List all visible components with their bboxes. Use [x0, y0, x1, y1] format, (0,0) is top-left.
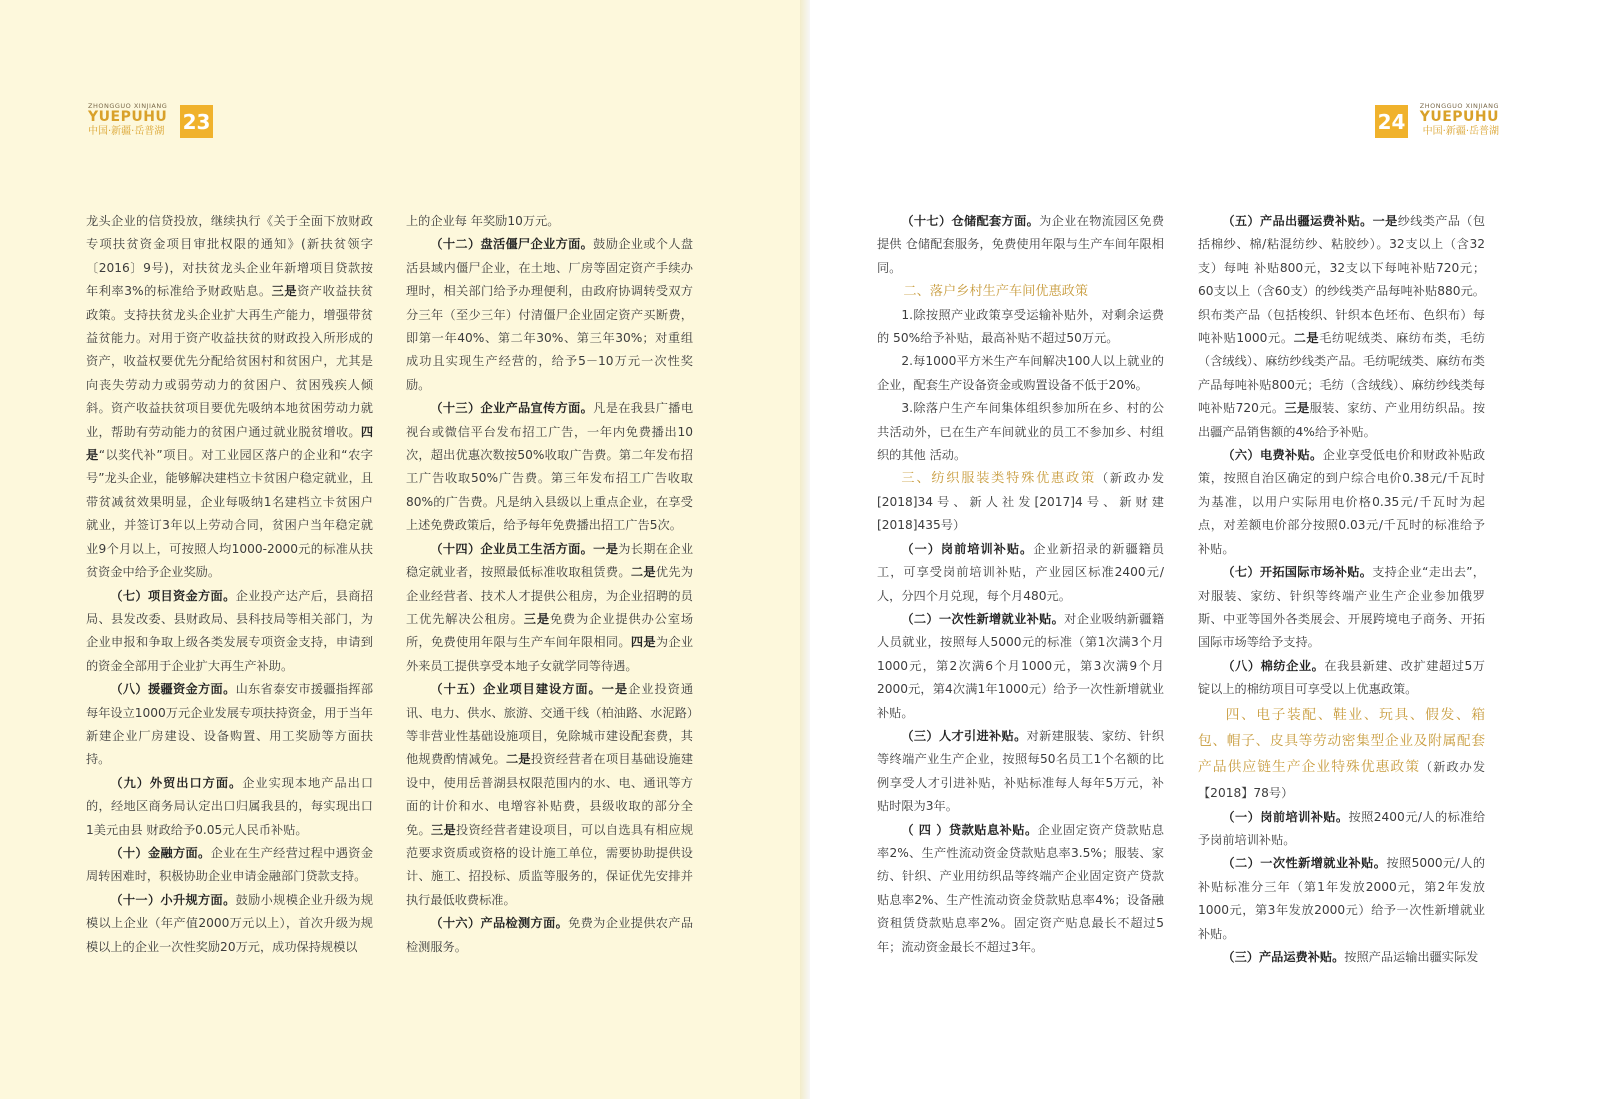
text-column-4 — [1198, 210, 1485, 969]
paragraph: （七）项目资金方面。企业投产达产后，县商招局、县发改委、县财政局、县科技局等相关部门，为企业申报和争取上级各类发展专项资金支持，申请到的资金全部用于企业扩大再生产补助。 — [86, 588, 374, 673]
section-heading: 四、电子装配、鞋业、玩具、假发、箱包、帽子、皮具等劳动密集型企业及附属配套产品供应链生产企业特殊优惠政策（新政办发【2018】78号） — [1198, 706, 1486, 800]
paragraph: （十四）企业员工生活方面。一是为长期在企业稳定就业者，按照最低标准收取租赁费。二是优先为企业经营者、技术人才提供公租房，为企业招聘的员工优先解决公租房。三是免费为企业提供办公室场所，免费使用年限与生产车间年限相同。四是为企业外来员工提供享受本地子女就学同等待遇。 — [406, 541, 694, 673]
paragraph: （十三）企业产品宣传方面。凡是在我县广播电视台或微信平台发布招工广告，一年内免费播出10次，超出优惠次数按50%收取广告费。第二年发布招工广告收取50%广告费。第三年发布招工广告收取80%的广告费。凡是纳入县级以上重点企业，在享受上述免费政策后，给予每年免费播出招工广告5次。 — [406, 401, 694, 533]
paragraph: （十六）产品检测方面。免费为企业提供农产品检测服务。 — [406, 916, 694, 954]
section-heading: 三、纺织服装类特殊优惠政策（新政办发[2018]34号、新人社发[2017]4号、新财建[2018]435号） — [877, 471, 1165, 533]
section-heading: 二、落户乡村生产车间优惠政策 — [903, 284, 1089, 300]
spread-gutter — [800, 0, 810, 1099]
paragraph: （一）岗前培训补贴。按照2400元/人的标准给予岗前培训补贴。 — [1198, 809, 1486, 847]
paragraph: （十）金融方面。企业在生产经营过程中遇资金周转困难时，积极协助企业申请金融部门贷款支持。 — [86, 845, 374, 884]
paragraph: （十一）小升规方面。鼓励小规模企业升级为规模以上企业（年产值2000万元以上），首次升级为规模以上的企业一次性奖励20万元，成功保持规模以 — [86, 892, 374, 954]
page-number: 23 — [180, 105, 213, 138]
paragraph: （六）电费补贴。企业享受低电价和财政补贴政策，按照自治区确定的到户综合电价0.38元/千瓦时为基准，以用户实际用电价格0.35元/千瓦时为起点，对差额电价部分按照0.03元/千瓦时的标准给予补贴。 — [1198, 448, 1486, 556]
paragraph: （八）棉纺企业。在我县新建、改扩建超过5万锭以上的棉纺项目可享受以上优惠政策。 — [1198, 658, 1485, 697]
paragraph: （三）人才引进补贴。对新建服装、家纺、针织等终端产业生产企业，按照每50名员工1个名额的比例享受人才引进补贴，补贴标准每人每年5万元，补贴时限为3年。 — [877, 728, 1165, 814]
brand-logo-word: YUEPUHU — [88, 109, 168, 125]
brand-logo — [1419, 102, 1499, 138]
text-column-3 — [877, 210, 1164, 959]
brand-header-left — [88, 100, 268, 150]
paragraph: （十五）企业项目建设方面。一是企业投资通讯、电力、供水、旅游、交通干线（柏油路、水泥路）等非营业性基础设施项目，免除城市建设配套费，其他规费酌情减免。二是投资经营者在项目基础设施建设中，使用岳普湖县权限范围内的水、电、通讯等方面的计价和水、电增容补贴费，县级收取的部分全免。三是投资经营者建设项目，可以自选具有相应规范要求资质或资格的设计施工单位，需要协助提供设计、施工、招投标、质监等服务的，保证优先安排并执行最低收费标准。 — [406, 682, 694, 907]
paragraph: （九）外贸出口方面。企业实现本地产品出口的，经地区商务局认定出口归属我县的，每实现出口1美元由县 财政给予0.05元人民币补贴。 — [86, 775, 374, 837]
brand-header-right — [1375, 100, 1555, 150]
paragraph: （二）一次性新增就业补贴。按照5000元/人的补贴标准分三年（第1年发放2000元，第2年发放1000元，第3年发放2000元）给予一次性新增就业补贴。 — [1198, 856, 1486, 941]
paragraph: （ 四 ）贷款贴息补贴。企业固定资产贷款贴息率2%、生产性流动资金贷款贴息率3.5%；服装、家纺、针织、产业用纺织品等终端产企业固定资产贷款贴息率2%、生产性流动资金贷款贴息率4%；设备融资租赁贷款贴息率2%。固定资产贴息最长不超过5年；流动资金最长不超过3年。 — [877, 822, 1164, 954]
paragraph: 龙头企业的信贷投放，继续执行《关于全面下放财政专项扶贫资金项目审批权限的通知》(新扶贫领字〔2016〕9号)，对扶贫龙头企业年新增项目贷款按年利率3%的标准给予财政贴息。三是资产收益扶贫政策。支持扶贫龙头企业扩大再生产能力，增强带贫益贫能力。对用于资产收益扶贫的财政投入所形成的资产，收益权要优先分配给贫困村和贫困户，尤其是向丧失劳动力或弱劳动力的贫困户、贫困残疾人倾斜。资产收益扶贫项目要优先吸纳本地贫困劳动力就业，帮助有劳动能力的贫困户通过就业脱贫增收。四是“以奖代补”项目。对工业园区落户的企业和“农字号”龙头企业，能够解决建档立卡贫困户稳定就业，且带贫减贫效果明显，企业每吸纳1名建档立卡贫困户就业，并签订3年以上劳动合同，贫困户当年稳定就业9个月以上，可按照人均1000-2000元的标准从扶贫资金中给予企业奖励。 — [86, 214, 374, 580]
brand-logo — [88, 102, 167, 138]
text-column-1 — [86, 210, 373, 959]
brand-cn: 中国·新疆·岳普湖 — [88, 126, 165, 137]
paragraph: 3.除落户生产车间集体组织参加所在乡、村的公共活动外，已在生产车间就业的员工不参加乡、村组织的其他 活动。 — [877, 401, 1164, 463]
brand-pinyin: ZHONGGUO XINJIANG — [1419, 102, 1499, 110]
paragraph: 上的企业每 年奖励10万元。 — [406, 214, 560, 228]
page-number: 24 — [1375, 105, 1408, 138]
brand-pinyin: ZHONGGUO XINJIANG — [88, 102, 168, 110]
brand-logo-word: YUEPUHU — [1419, 109, 1499, 125]
paragraph: （八）援疆资金方面。山东省泰安市援疆指挥部每年设立1000万元企业发展专项扶持资金，用于当年新建企业厂房建设、设备购置、用工奖励等方面扶持。 — [86, 682, 374, 767]
paragraph: 1.除按照产业政策享受运输补贴外，对剩余运费的 50%给予补贴，最高补贴不超过50万元。 — [877, 307, 1164, 346]
text-column-2 — [406, 210, 693, 959]
paragraph: （十二）盘活僵尸企业方面。鼓励企业或个人盘活县域内僵尸企业，在土地、厂房等固定资产手续办理时，相关部门给予办理便利，由政府协调转受双方分三年（至少三年）付清僵尸企业固定资产买断费，即第一年40%、第二年30%、第三年30%；对重组成功且实现生产经营的，给予5－10万元一次性奖励。 — [406, 237, 694, 392]
brand-cn: 中国·新疆·岳普湖 — [1422, 126, 1499, 137]
paragraph: （三）产品运费补贴。按照产品运输出疆实际发 — [1222, 949, 1479, 964]
paragraph: （二）一次性新增就业补贴。对企业吸纳新疆籍人员就业，按照每人5000元的标准（第1次满3个月1000元，第2次满6个月1000元，第3次满9个月2000元，第4次满1年1000元）给予一次性新增就业补贴。 — [877, 611, 1165, 720]
paragraph: （一）岗前培训补贴。企业新招录的新疆籍员工，可享受岗前培训补贴，产业园区标准2400元/人，分四个月兑现，每个月480元。 — [877, 541, 1165, 603]
paragraph: 2.每1000平方米生产车间解决100人以上就业的企业，配套生产设备资金或购置设备不低于20%。 — [877, 354, 1164, 392]
paragraph: （十七）仓储配套方面。为企业在物流园区免费提供 仓储配套服务，免费使用年限与生产车间年限相同。 — [877, 214, 1165, 275]
paragraph: （五）产品出疆运费补贴。一是纱线类产品（包括棉纱、棉/粘混纺纱、粘胶纱）。32支以上（含32支）每吨 补贴800元，32支以下每吨补贴720元；60支以上（含60支）的纱线类产品每吨补贴880元。织布类产品（包括梭织、针织本色坯布、色织布）每吨补贴1000元。二是毛纺呢绒类、麻纺布类，毛纺（含绒线）、麻纺纱线类产品。毛纺呢绒类、麻纺布类产品每吨补贴800元；毛纺（含绒线）、麻纺纱线类每吨补贴720元。三是服装、家纺、产业用纺织品。按出疆产品销售额的4%给予补贴。 — [1198, 214, 1486, 439]
paragraph: （七）开拓国际市场补贴。支持企业“走出去”，对服装、家纺、针织等终端产业生产企业参加俄罗斯、中亚等国外各类展会、开展跨境电子商务、开拓国际市场等给予支持。 — [1198, 565, 1485, 650]
